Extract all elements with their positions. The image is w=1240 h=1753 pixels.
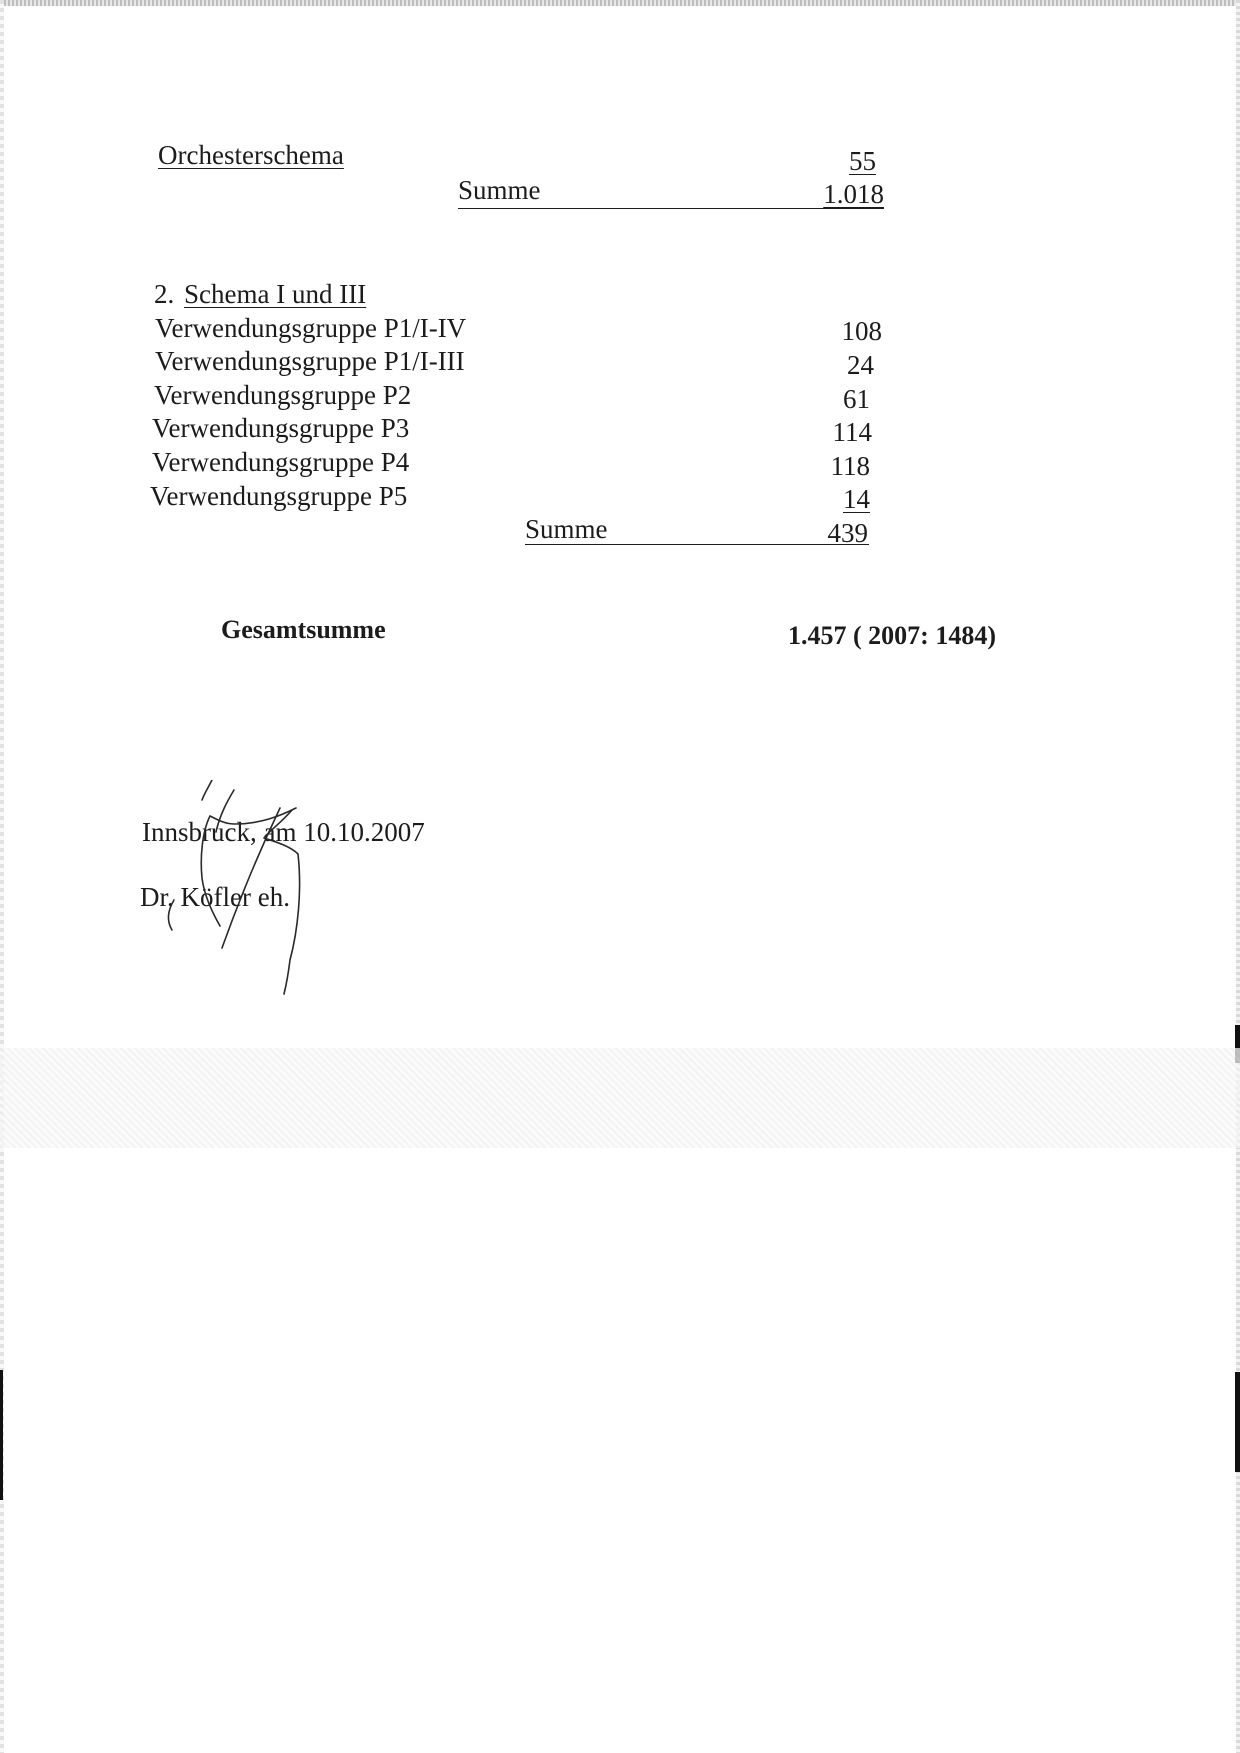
- row-value: 114: [832, 417, 872, 447]
- row-label: Verwendungsgruppe P5: [150, 481, 408, 511]
- scan-mark: [1235, 1372, 1240, 1472]
- orchester-value: 55: [849, 146, 876, 176]
- scan-edge-right: [1236, 0, 1240, 1753]
- summe-rule-2: [525, 544, 869, 545]
- total-value: 1.457 ( 2007: 1484): [788, 621, 996, 650]
- row-value: 61: [843, 384, 870, 414]
- row-value: 14: [843, 484, 870, 514]
- summe-value-2: 439: [827, 518, 868, 548]
- signatory: Dr. Köfler eh.: [140, 882, 290, 912]
- summe-label-2: Summe: [525, 514, 608, 544]
- total-label: Gesamtsumme: [221, 615, 386, 644]
- summe-rule-1: [458, 208, 884, 209]
- scan-edge-top: [0, 0, 1240, 6]
- row-label: Verwendungsgruppe P4: [152, 447, 410, 477]
- scan-band: [0, 1048, 1240, 1148]
- handwritten-signature: [130, 780, 350, 1010]
- row-value: 118: [830, 451, 870, 481]
- summe-value-1: 1.018: [823, 179, 884, 209]
- section2-number: 2.: [154, 279, 175, 309]
- row-label: Verwendungsgruppe P2: [154, 380, 412, 410]
- row-label: Verwendungsgruppe P1/I-IV: [155, 313, 467, 343]
- section2-heading: Schema I und III: [184, 279, 367, 309]
- row-value: 108: [841, 316, 882, 346]
- place-date: Innsbruck, am 10.10.2007: [142, 817, 425, 847]
- orchester-label: Orchesterschema: [158, 140, 344, 170]
- row-label: Verwendungsgruppe P3: [152, 413, 410, 443]
- scan-mark: [0, 1370, 3, 1500]
- row-value: 24: [847, 350, 874, 380]
- summe-label-1: Summe: [458, 175, 541, 205]
- row-label: Verwendungsgruppe P1/I-III: [155, 346, 465, 376]
